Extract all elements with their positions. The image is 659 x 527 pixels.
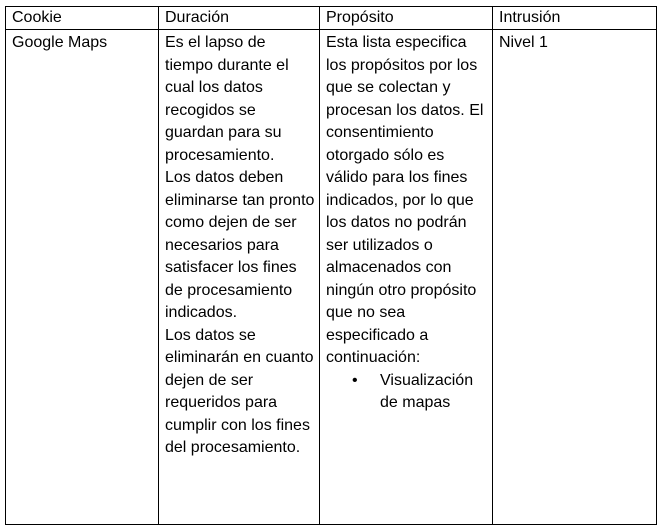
table-row bbox=[6, 30, 657, 525]
duracion-paragraph: Los datos deben eliminarse tan pronto como dejen de ser necesarios para satisfacer los fines de procesamiento indicados. bbox=[165, 169, 315, 321]
cell-intrusion: Nivel 1 bbox=[493, 30, 657, 525]
proposito-paragraph: Esta lista especifica los propósitos por los que se colectan y procesan los datos. El consentimiento otorgado sólo es válido para los fines indicados, por lo que los datos no podrán ser utilizados o almacenados con ningún otro propósito que no sea especificado a continuación: bbox=[326, 34, 484, 366]
cell-cookie: Google Maps bbox=[6, 30, 159, 525]
cookie-table bbox=[5, 6, 657, 525]
purpose-list bbox=[326, 370, 488, 415]
cell-duracion bbox=[159, 30, 320, 525]
bullet-icon: • bbox=[352, 371, 358, 389]
cell-proposito bbox=[320, 30, 493, 525]
header-cookie: Cookie bbox=[6, 7, 159, 30]
header-proposito: Propósito bbox=[320, 7, 493, 30]
header-duracion: Duración bbox=[159, 7, 320, 30]
duracion-paragraph: Es el lapso de tiempo durante el cual los datos recogidos se guardan para su procesamiento. bbox=[165, 34, 289, 164]
header-intrusion: Intrusión bbox=[493, 7, 657, 30]
list-item-label: Visualización de mapas bbox=[380, 371, 474, 411]
list-item bbox=[352, 370, 488, 415]
duracion-paragraph: Los datos se eliminarán en cuanto dejen de ser requeridos para cumplir con los fines del procesamiento. bbox=[165, 326, 314, 456]
table-header-row bbox=[6, 7, 657, 30]
